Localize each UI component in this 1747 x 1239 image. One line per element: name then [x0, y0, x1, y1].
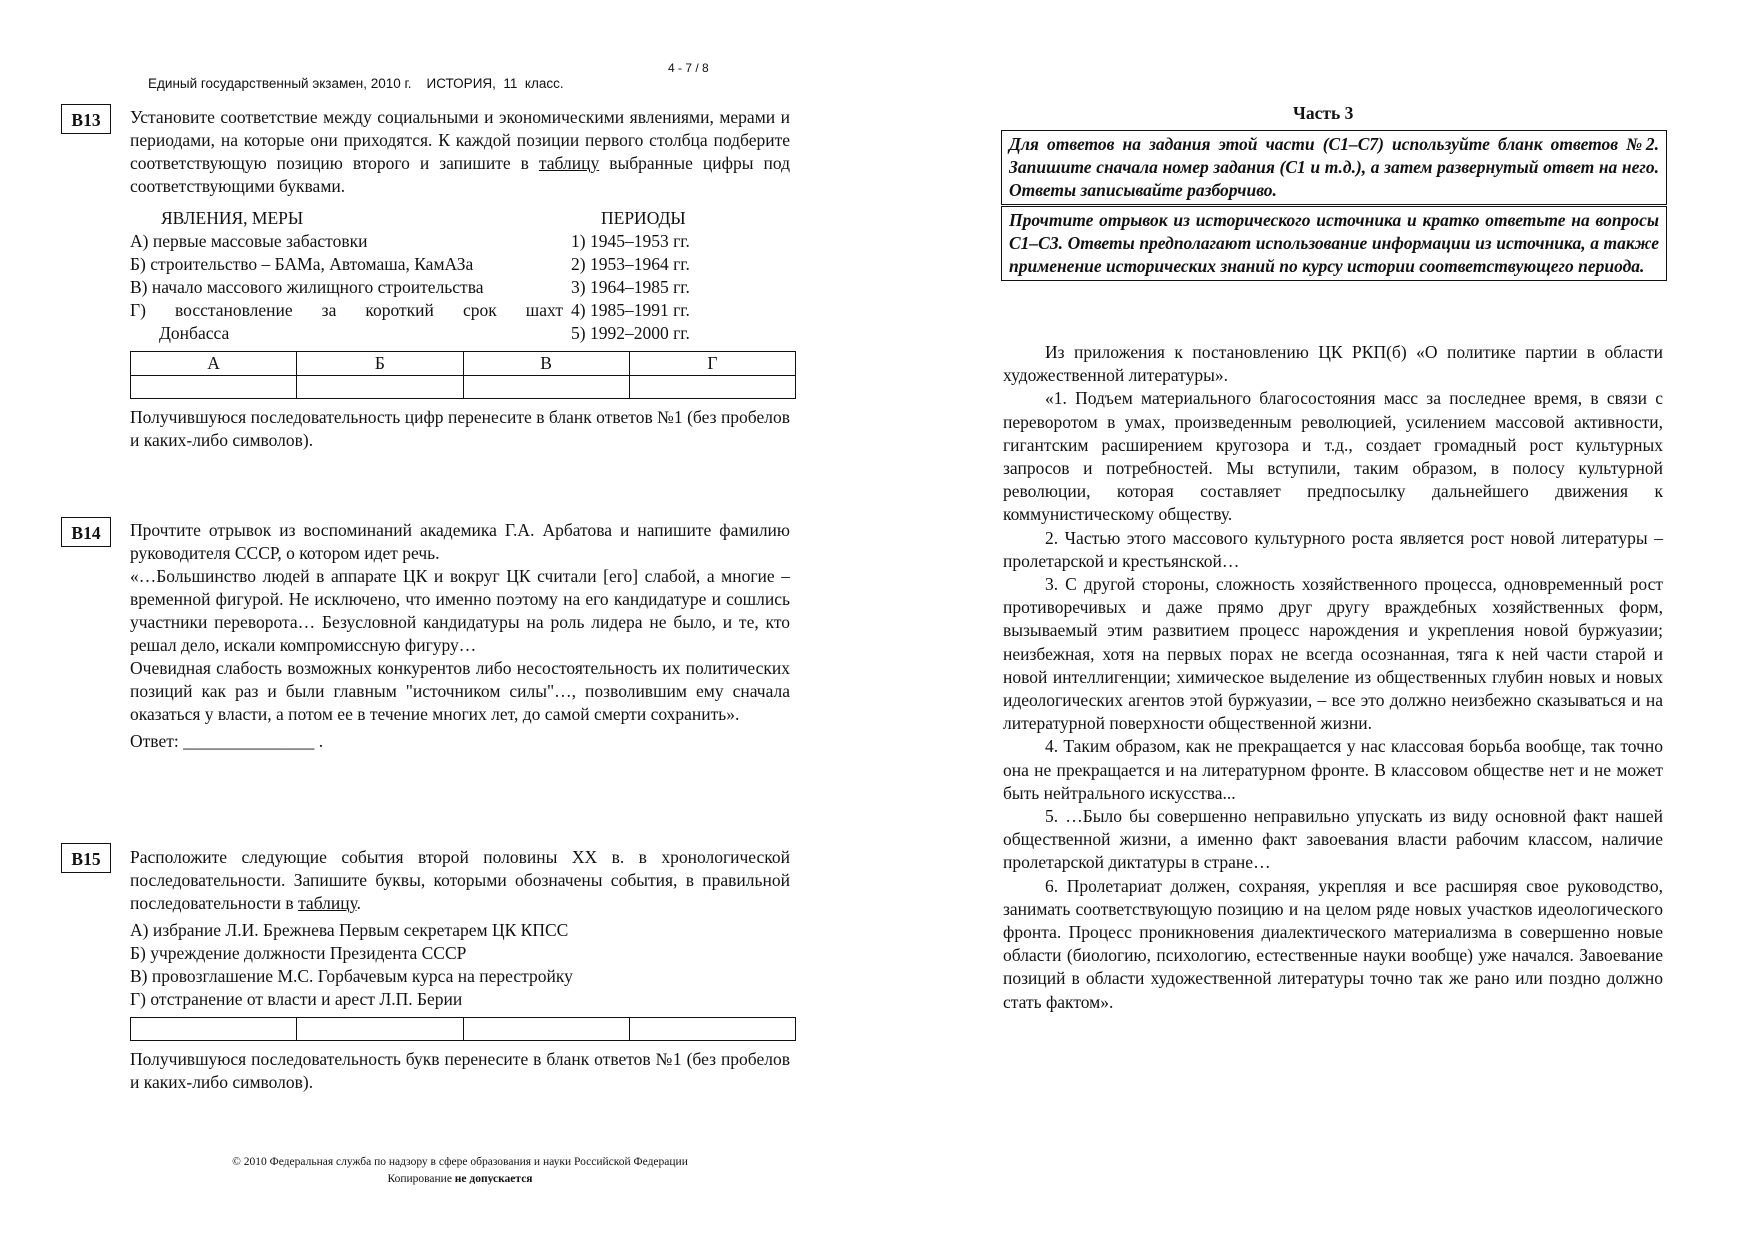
task-b14	[130, 519, 790, 753]
task-tag-b13: B13	[61, 104, 111, 134]
b13-period-5: 5) 1992–2000 гг.	[571, 323, 690, 343]
left-page	[0, 0, 873, 1239]
b13-item-c: В) начало массового жилищного строительства	[130, 277, 484, 297]
footer-copy-text: Копирование	[387, 1173, 455, 1185]
footer-line2	[190, 1171, 730, 1188]
b13-period-3: 3) 1964–1985 гг.	[571, 277, 690, 297]
page-number: 4 - 7 / 8	[668, 61, 709, 75]
b14-intro: Прочтите отрывок из воспоминаний академика Г.А. Арбатова и напишите фамилию руководителя СССР, о котором идет речь.	[130, 520, 790, 563]
source-paragraph: «1. Подъем материального благосостояния масс за последнее время, в связи с переворотом в умах, произведенным революцией, усилением массовой активности, гигантским расширением кругозора и т.д., создает громадный рост культурных запросов и потребностей. Мы вступили, таким образом, в полосу культурной революции, которая составляет предпосылку дальнейшего движения к коммунистическому обществу.	[1003, 388, 1663, 525]
b13-row	[130, 322, 790, 345]
b15-answer-cell[interactable]	[297, 1018, 463, 1041]
b15-intro	[130, 846, 790, 915]
b13-table-header: Г	[629, 352, 795, 376]
task-b13	[130, 106, 790, 452]
task-tag-b14: B14	[61, 517, 111, 547]
b15-answer-table	[130, 1017, 796, 1041]
b13-item-b: Б) строительство – БАМа, Автомаша, КамАЗа	[130, 254, 474, 274]
b13-table-header: А	[131, 352, 297, 376]
b13-item-d: Г) восстановление за короткий срок шахт	[130, 300, 563, 320]
b13-item-d-cont: Донбасса	[159, 323, 230, 343]
b13-intro-text: Установите соответствие между социальными и экономическими явлениями, мерами и периодами, на которые они приходятся. К каждой позиции первого столбца подберите соответствующую позицию второго и запишите в	[130, 107, 790, 173]
b13-row	[130, 230, 790, 253]
b13-intro	[130, 106, 790, 198]
b15-table-link: таблицу	[298, 893, 357, 913]
b13-row	[130, 276, 790, 299]
b13-answer-cell[interactable]	[629, 376, 795, 399]
b15-item-b: Б) учреждение должности Президента СССР	[130, 943, 467, 963]
b15-answer-cell[interactable]	[463, 1018, 629, 1041]
b13-answer-table	[130, 351, 796, 399]
part3-instructions-box: Для ответов на задания этой части (С1–С7) используйте бланк ответов №2. Запишите сначала номер задания (С1 и т.д.), а затем развернутый ответ на него. Ответы записывайте разборчиво.	[1001, 130, 1667, 205]
b13-answer-cell[interactable]	[463, 376, 629, 399]
b14-answer-line[interactable]: Ответ: _______________ .	[130, 731, 324, 751]
b13-answer-cell[interactable]	[297, 376, 463, 399]
source-paragraph: 2. Частью этого массового культурного роста является рост новой литературы – пролетарской и крестьянской…	[1003, 527, 1663, 571]
b13-table-header: Б	[297, 352, 463, 376]
b15-answer-cell[interactable]	[629, 1018, 795, 1041]
b14-quote-part2: Очевидная слабость возможных конкурентов либо несостоятельность их политических позиций как раз и были главным "источником силы"…, позволившим ему сначала оказаться у власти, а потом ее в течение многих лет, до самой смерти сохранить».	[130, 658, 790, 724]
b13-period-2: 2) 1953–1964 гг.	[571, 254, 690, 274]
b15-intro-text-end: .	[356, 893, 361, 913]
part3-title: Часть 3	[1293, 103, 1354, 123]
b15-item-c: В) провозглашение М.С. Горбачевым курса на перестройку	[130, 966, 573, 986]
footer-line1: © 2010 Федеральная служба по надзору в сфере образования и науки Российской Федерации	[232, 1156, 688, 1168]
historical-source-text	[1003, 341, 1663, 1014]
b13-table-header: В	[463, 352, 629, 376]
task-tag-b15: B15	[61, 843, 111, 873]
source-paragraph: 4. Таким образом, как не прекращается у нас классовая борьба вообще, так точно она не прекращается и на литературном фронте. В классовом обществе нет и не может быть нейтрального искусства...	[1003, 736, 1663, 803]
source-paragraph: 5. …Было бы совершенно неправильно упускать из виду основной факт нашей общественной жизни, а именно факт завоевания власти рабочим классом, наличие пролетарской диктатуры в стране…	[1003, 806, 1663, 873]
footer-copy-bold: не допускается	[454, 1173, 533, 1185]
b15-item-d: Г) отстранение от власти и арест Л.П. Берии	[130, 989, 463, 1009]
b15-intro-text: Расположите следующие события второй половины XX в. в хронологической последовательности. Запишите буквы, которыми обозначены события, в правильной последовательности в	[130, 847, 790, 913]
b13-item-a: А) первые массовые забастовки	[130, 231, 368, 251]
b13-row	[130, 299, 790, 322]
b13-col2-header: ПЕРИОДЫ	[601, 208, 686, 228]
source-paragraph: Из приложения к постановлению ЦК РКП(б) «О политике партии в области художественной литературы».	[1003, 342, 1663, 386]
b13-table-link: таблицу	[538, 153, 600, 173]
b13-column-headers	[130, 207, 790, 230]
b13-col1-header: ЯВЛЕНИЯ, МЕРЫ	[161, 208, 304, 228]
b13-period-1: 1) 1945–1953 гг.	[571, 231, 690, 251]
b13-row	[130, 253, 790, 276]
b15-item-a: А) избрание Л.И. Брежнева Первым секретарем ЦК КПСС	[130, 920, 569, 940]
source-paragraph: 6. Пролетариат должен, сохраняя, укрепляя и все расширяя свое руководство, занимать соответствующую позицию и на целом ряде новых участков идеологического фронта. Процесс проникновения диалектического материализма в совершенно новые области (биологию, психологию, естественные науки вообще) уже начался. Завоевание позиций в области художественной литературы точно так же рано или поздно должно стать фактом».	[1003, 875, 1663, 1012]
part3-source-instructions-box: Прочтите отрывок из исторического источника и кратко ответьте на вопросы С1–С3. Ответы предполагают использование информации из источника, а также применение исторических знаний по курсу истории соответствующего периода.	[1001, 206, 1667, 281]
b13-answer-cell[interactable]	[131, 376, 297, 399]
source-paragraph: 3. С другой стороны, сложность хозяйственного процесса, одновременный рост противоречивых и даже прямо друг другу враждебных хозяйственных форм, вызываемый этим развитием процесс нарождения и укрепления новой буржуазии; неизбежная, хотя на первых порах не всегда осознанная, тяга к ней части старой и новой интеллигенции; химическое выделение из общественных глубин новых и новых идеологических агентов этой буржуазии, – все это должно неизбежно сказываться и на литературной поверхности общественной жизни.	[1003, 574, 1663, 734]
b14-quote-part1: «…Большинство людей в аппарате ЦК и вокруг ЦК считали [его] слабой, а многие – временной фигурой. Не исключено, что именно поэтому на его кандидатуре и сошлись участники переворота… Безусловной кандидатуры на роль лидера не было, и те, кто решал дело, искали компромиссную фигуру…	[130, 566, 790, 655]
b15-answer-cell[interactable]	[131, 1018, 297, 1041]
b13-note: Получившуюся последовательность цифр перенесите в бланк ответов №1 (без пробелов и каких-либо символов).	[130, 407, 790, 450]
header-title: Единый государственный экзамен, 2010 г. ИСТОРИЯ, 11 класс.	[148, 76, 564, 91]
b13-intro-text-end: выбранные цифры под соответствующими буквами.	[130, 153, 790, 196]
b13-period-4: 4) 1985–1991 гг.	[571, 300, 690, 320]
b15-note: Получившуюся последовательность букв перенесите в бланк ответов №1 (без пробелов и каких-либо символов).	[130, 1049, 790, 1092]
copyright-footer	[190, 1154, 730, 1188]
task-b15	[130, 846, 790, 1094]
